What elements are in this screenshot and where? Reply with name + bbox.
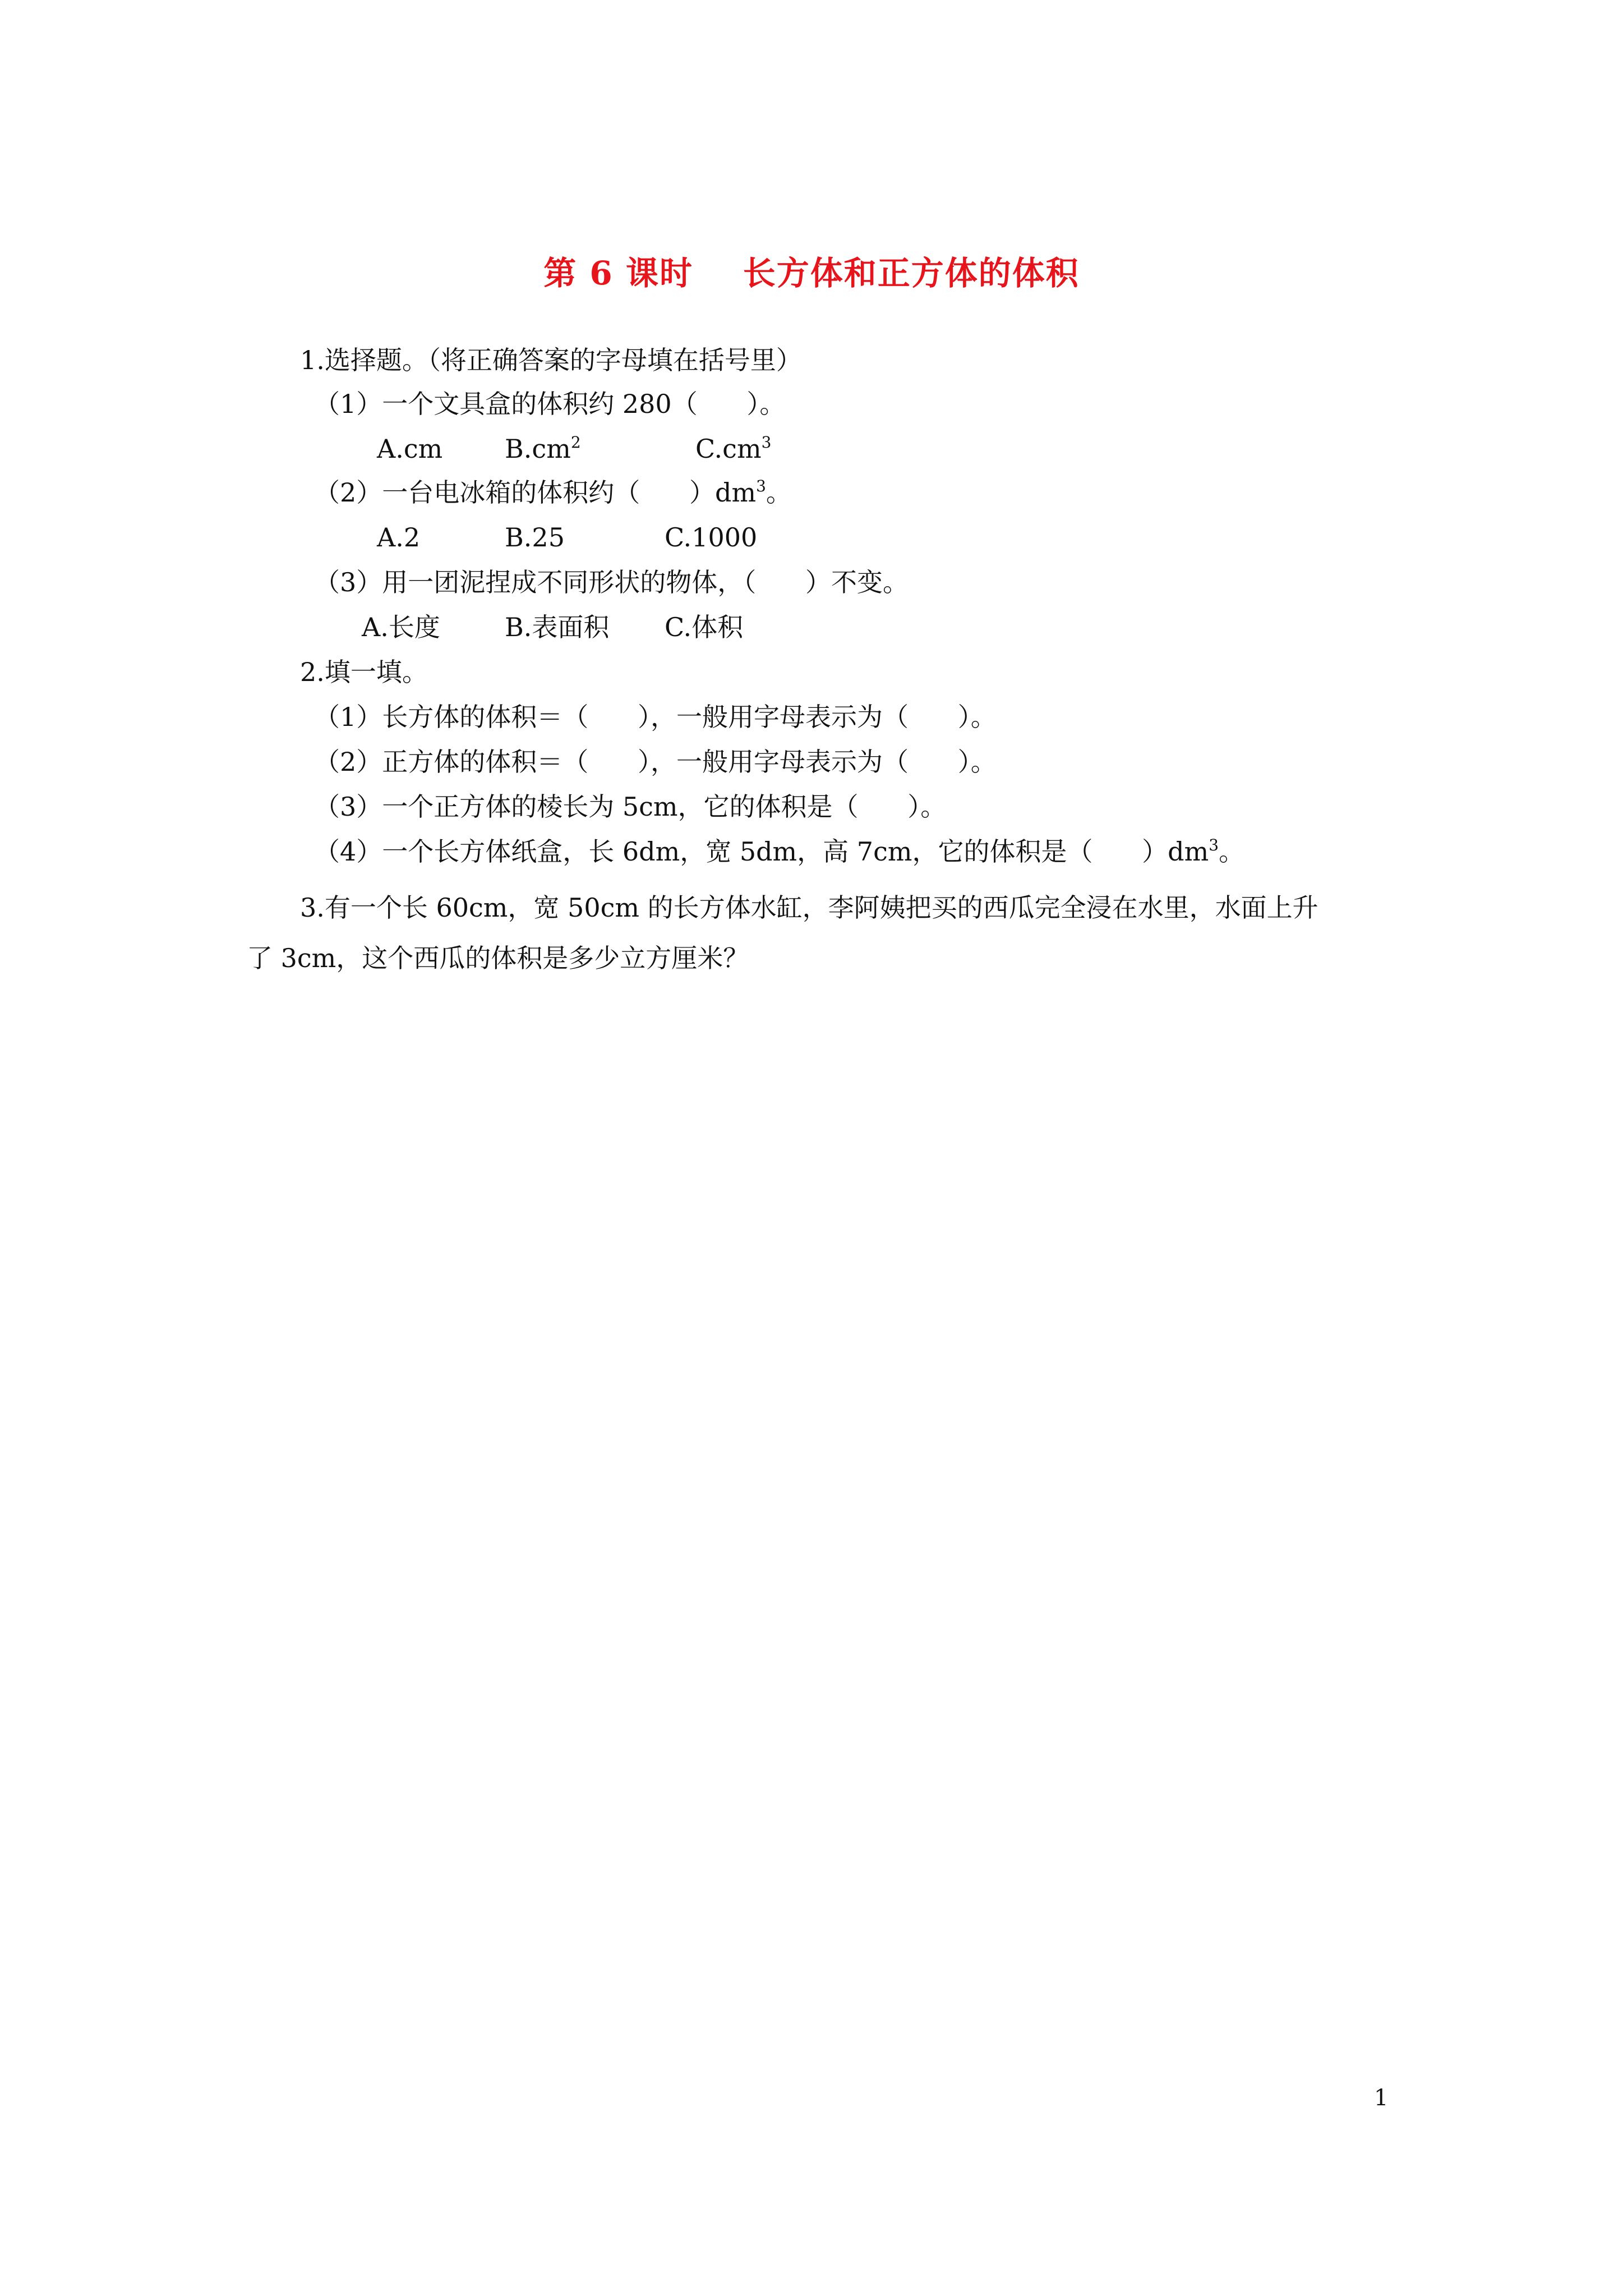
q1-sub1-option-b: $B.cm^2$	[505, 433, 581, 464]
q1-sub3-option-b: B.表面积	[505, 612, 610, 642]
q1-sub2-option-c: C.1000	[665, 522, 758, 553]
q1-sub3-option-a: A.长度	[362, 612, 440, 642]
q1-sub1-option-c: $C.cm^3$	[695, 433, 772, 464]
q1-heading: 1.选择题。（将正确答案的字母填在括号里）	[300, 345, 802, 375]
q1-sub3-text: （3）用一团泥捏成不同形状的物体，（ ）不变。	[314, 567, 909, 597]
q1-sub3-option-c: C.体积	[665, 612, 744, 642]
lesson-title: 第 6 课时 长方体和正方体的体积	[543, 254, 1080, 292]
q2-sub3-text: （3）一个正方体的棱长为 5cm，它的体积是（ ）。	[314, 792, 947, 822]
q1-sub2-text: （2）一台电冰箱的体积约（ ）$dm^3$。	[314, 477, 792, 508]
q1-sub1-text: （1）一个文具盒的体积约 280（ ）。	[314, 389, 786, 419]
q2-heading: 2.填一填。	[300, 657, 428, 687]
page-number: 1	[1374, 2085, 1389, 2111]
q1-sub1-option-a: A.cm	[377, 434, 443, 464]
q1-sub2-option-a: A.2	[377, 522, 421, 553]
q1-sub2-option-b: B.25	[505, 522, 565, 553]
q3-line-2: 了 3cm，这个西瓜的体积是多少立方厘米？	[247, 943, 749, 973]
q2-sub2-text: （2）正方体的体积＝（ ），一般用字母表示为（ ）。	[314, 747, 997, 777]
q2-sub4-text: （4）一个长方体纸盒，长 6dm，宽 5dm，高 7cm，它的体积是（ ）$dm^3$。	[314, 836, 1245, 867]
q2-sub1-text: （1）长方体的体积＝（ ），一般用字母表示为（ ）。	[314, 702, 997, 732]
q3-line-1: 3.有一个长 60cm，宽 50cm 的长方体水缸，李阿姨把买的西瓜完全浸在水里，水面上升	[300, 892, 1318, 923]
